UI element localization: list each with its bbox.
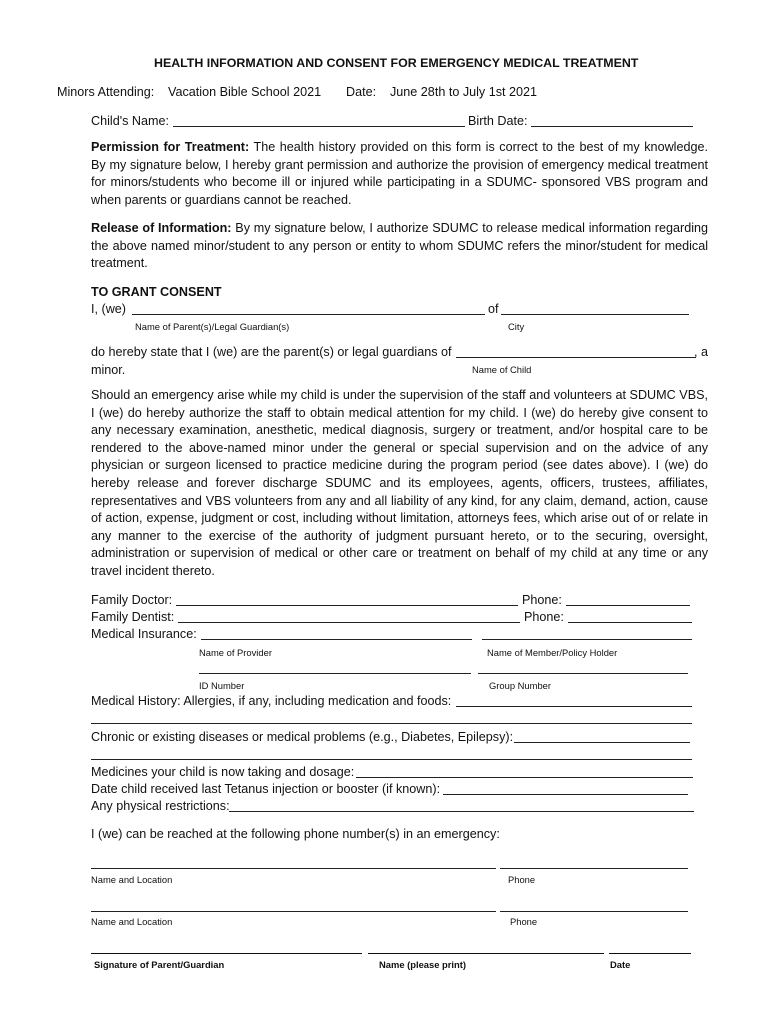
we-label: I, (we) [91,302,126,316]
permission-paragraph [91,139,708,209]
city-field[interactable] [501,314,689,315]
provider-caption: Name of Provider [199,647,272,658]
chronic-diseases-field-2[interactable] [91,759,692,760]
release-text: By my signature below, I authorize SDUMC to release medical information regarding the above named minor/student to any person or entity to whom SDUMC refers the minor/student for medical treatment. [91,221,709,271]
child-name-caption: Name of Child [472,364,532,375]
group-number-caption: Group Number [489,680,552,691]
doctor-phone-field[interactable] [566,605,690,606]
date-label: Date: [346,85,377,99]
medicines-label: Medicines your child is now taking and dosage: [91,765,355,779]
birth-date-label: Birth Date: [468,114,528,128]
tetanus-field[interactable] [443,794,688,795]
minors-attending-label: Minors Attending: [57,85,155,99]
name-location-caption-1: Name and Location [91,874,173,885]
form-title: HEALTH INFORMATION AND CONSENT FOR EMERGENCY MEDICAL TREATMENT [154,56,639,70]
state-text: do hereby state that I (we) are the parent(s) or legal guardians of [91,345,452,359]
medicines-field[interactable] [356,777,693,778]
consent-body: Should an emergency arise while my child is under the supervision of the staff and volunteers at SDUMC VBS, I (we) do hereby authorize the staff to obtain medical attention for my child. I (we) do hereby give consent to any necessary examination, anesthetic, medical diagnosis, surgery or treatment, and/or hospital care to be rendered to the above-named minor under the general or special supervision and on the advice of any physician or surgeon licensed to practice medicine during the program period (see dates above). I (we) do hereby release and forever discharge SDUMC and its employees, agents, officers, trustees, affiliates, representatives and VBS volunteers from any and all liability of any kind, for any claim, demand, action, cause of action, expense, judgment or cost, including without limitation, attorneys fees, which arise out of or relate in any manner to the exercise of the authority of judgment pursuant hereto, or to the securing, oversight, administration or supervision of medical or other care or treatment on behalf of my child at any time or any travel incident thereto. [91,388,708,578]
city-caption: City [508,321,525,332]
physical-restrictions-field[interactable] [229,811,694,812]
state-end: , a [694,345,709,359]
name-location-caption-2: Name and Location [91,916,173,927]
family-doctor-label: Family Doctor: [91,593,173,607]
provider-field[interactable] [201,639,472,640]
id-number-caption: ID Number [199,680,245,691]
print-name-field[interactable] [368,953,604,954]
of-label: of [488,302,499,316]
medical-history-field[interactable] [456,706,692,707]
signature-field[interactable] [91,953,362,954]
id-number-field[interactable] [199,673,471,674]
member-caption: Name of Member/Policy Holder [487,647,618,658]
dentist-phone-label: Phone: [524,610,564,624]
emergency-intro: I (we) can be reached at the following phone number(s) in an emergency: [91,827,500,841]
date-value: June 28th to July 1st 2021 [390,85,538,99]
grant-consent-heading: TO GRANT CONSENT [91,285,222,299]
minors-attending-value: Vacation Bible School 2021 [168,85,322,99]
emergency-name-location-field-2[interactable] [91,911,496,912]
family-doctor-field[interactable] [176,605,518,606]
child-name-consent-field[interactable] [456,357,696,358]
family-dentist-label: Family Dentist: [91,610,175,624]
group-number-field[interactable] [478,673,688,674]
birth-date-field[interactable] [531,126,693,127]
chronic-diseases-field[interactable] [514,742,690,743]
release-paragraph [91,220,708,273]
chronic-diseases-label: Chronic or existing diseases or medical problems (e.g., Diabetes, Epilepsy): [91,730,514,744]
minor-text: minor. [91,363,126,377]
emergency-phone-field-2[interactable] [500,911,688,912]
member-field[interactable] [482,639,692,640]
print-name-caption: Name (please print) [379,959,467,970]
medical-history-field-2[interactable] [91,723,692,724]
tetanus-label: Date child received last Tetanus injection or booster (if known): [91,782,441,796]
signature-caption: Signature of Parent/Guardian [94,959,225,970]
physical-restrictions-label: Any physical restrictions: [91,799,230,813]
permission-heading: Permission for Treatment: [91,140,250,154]
phone-caption-1: Phone [508,874,536,885]
phone-caption-2: Phone [510,916,538,927]
dentist-phone-field[interactable] [568,622,692,623]
child-name-label: Child's Name: [91,114,169,128]
medical-history-label: Medical History: Allergies, if any, including medication and foods: [91,694,452,708]
emergency-name-location-field-1[interactable] [91,868,496,869]
signature-date-field[interactable] [609,953,691,954]
signature-date-caption: Date [610,959,631,970]
child-name-field[interactable] [173,126,465,127]
release-heading: Release of Information: [91,221,232,235]
doctor-phone-label: Phone: [522,593,562,607]
parent-name-caption: Name of Parent(s)/Legal Guardian(s) [135,321,290,332]
permission-text: The health history provided on this form is correct to the best of my knowledge. By my signature below, I hereby grant permission and authorize the provision of emergency medical treatment for minors/students who become ill or injured while participating in a SDUMC- sponsored VBS program and when parents or guardians cannot be reached. [91,140,708,207]
emergency-phone-field-1[interactable] [500,868,688,869]
medical-insurance-label: Medical Insurance: [91,627,197,641]
parent-name-field[interactable] [132,314,485,315]
family-dentist-field[interactable] [178,622,520,623]
